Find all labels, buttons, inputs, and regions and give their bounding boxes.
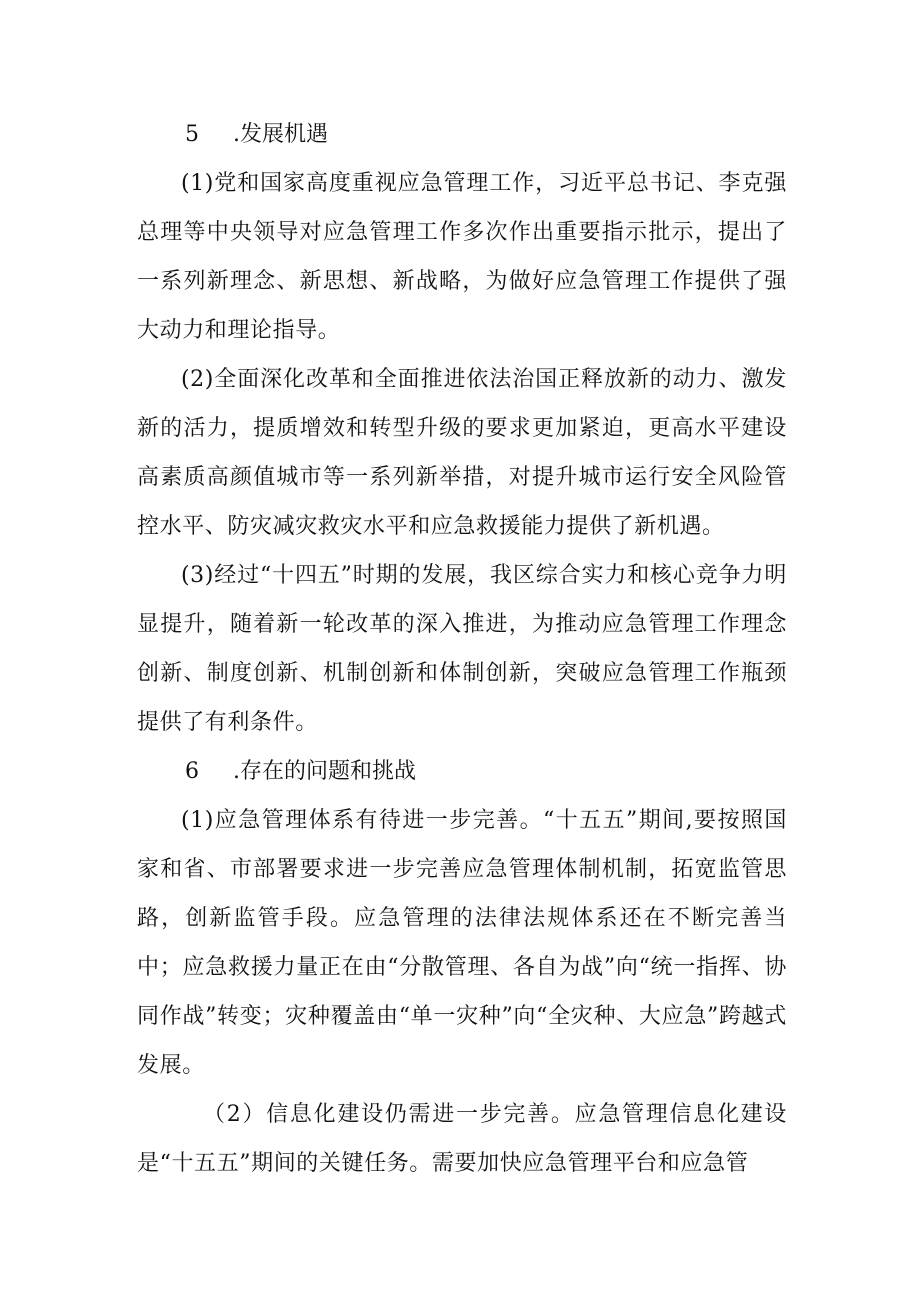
section-title: .发展机遇 — [233, 122, 328, 147]
paragraph: (1)应急管理体系有待进一步完善。“十五五”期间,要按照国家和省、市部署要求进一步完善应急管理体制机制，拓宽监管思路，创新监管手段。应急管理的法律法规体系还在不断完善当中；应急救援力量正在由“分散管理、各自为战”向“统一指挥、协同作战”转变；灾种覆盖由“单一灾种”向“全灾种、大应急”跨越式发展。 — [137, 808, 787, 1078]
paragraph: (1)党和国家高度重视应急管理工作，习近平总书记、李克强总理等中央领导对应急管理工作多次作出重要指示批示，提出了一系列新理念、新思想、新战略，为做好应急管理工作提供了强大动力和理论指导。 — [137, 171, 787, 343]
section-title: .存在的问题和挑战 — [233, 759, 416, 784]
section-heading-6 — [137, 747, 787, 796]
section-number: 6 — [185, 759, 199, 784]
paragraph: (2)全面深化改革和全面推进依法治国正释放新的动力、激发新的活力，提质增效和转型升级的要求更加紧迫，更高水平建设高素质高颜值城市等一系列新举措，对提升城市运行安全风险管控水平、防灾减灾救灾水平和应急救援能力提供了新机遇。 — [137, 367, 787, 539]
paragraph: (3)经过“十四五”时期的发展，我区综合实力和核心竞争力明显提升，随着新一轮改革的深入推进，为推动应急管理工作理念创新、制度创新、机制创新和体制创新，突破应急管理工作瓶颈提供了有利条件。 — [137, 563, 787, 735]
document-body — [137, 110, 787, 1188]
section-number: 5 — [185, 122, 199, 147]
paragraph: （2）信息化建设仍需进一步完善。应急管理信息化建设是“十五五”期间的关键任务。需要加快应急管理平台和应急管 — [137, 1102, 787, 1176]
section-heading-5 — [137, 110, 787, 159]
